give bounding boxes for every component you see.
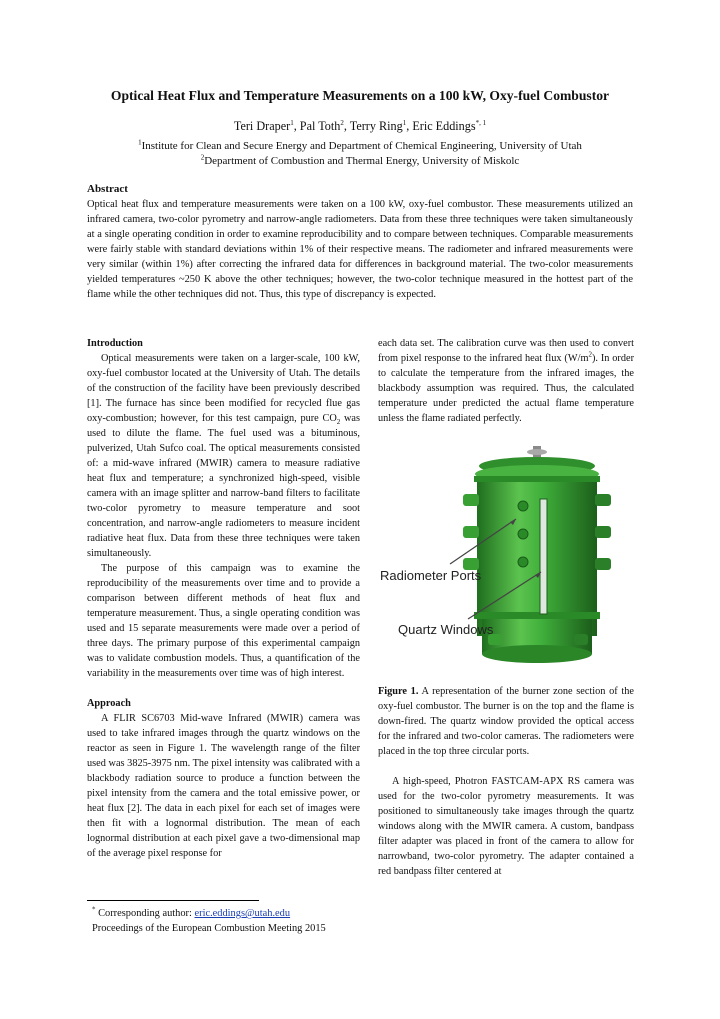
author-affil-mark: 1: [402, 118, 407, 127]
port: [574, 634, 588, 645]
affiliation-text: Institute for Clean and Secure Energy and Department of Chemical Engineering, University of Utah: [141, 140, 582, 152]
author-name: Eric Eddings: [412, 119, 476, 133]
author-separator: ,: [293, 119, 300, 133]
author-affil-mark: 2: [340, 118, 344, 127]
radiometer-port: [518, 557, 528, 567]
text-run: Optical measurements were taken on a larger-scale, 100 kW, oxy-fuel combustor located at the University of Utah. The details of the construction of the facility have been previously described [1]. The furnace has since been modified for recycled flue gas oxy-combustion; however, for this test campaign, pure CO: [87, 353, 360, 424]
author-separator: ,: [343, 119, 350, 133]
footnote-label: Corresponding author:: [95, 908, 195, 919]
caption-text: A representation of the burner zone section of the oxy-fuel combustor. The burner is on the top and the flame is down-fired. The quartz window provided the optical access for the infrared and two-color cameras. The radiometers were placed in the top three circular ports.: [378, 686, 634, 757]
figure-caption: [378, 684, 634, 759]
author-separator: ,: [406, 119, 413, 133]
figure-label-quartz-windows: Quartz Windows: [398, 622, 494, 637]
introduction-paragraph: [87, 351, 360, 561]
text-run: ). In order to calculate the temperature from the infrared images, the blackbody assumption was required. Thus, the calculated temperature under predicted the actual flame temperature unless the flame radiated perfectly.: [378, 353, 634, 424]
right-column-top: [378, 336, 634, 426]
affiliation: [0, 140, 720, 152]
section-heading-introduction: Introduction: [87, 338, 143, 349]
quartz-window: [540, 499, 547, 614]
port: [595, 526, 611, 538]
affiliation: [0, 155, 720, 167]
flange-ring: [474, 612, 600, 619]
author-list: [0, 119, 720, 134]
combustor-illustration: [378, 444, 634, 674]
text-run: was used to dilute the flame. The fuel used was a bituminous, pulverized, Utah Sufco coal. The optical measurements consisted of: a mid-wave infrared (MWIR) camera to measure radiative heat flux and temperature; a synchronized high-speed, visible camera with an image splitter and narrow-band filters to facilitate two-color pyrometry to measure temperature and soot concentration, and narrow-angle radiometers to measure incident radiative heat flux. Data from these three techniques were taken simultaneously.: [87, 413, 360, 559]
radiometer-port: [518, 501, 528, 511]
abstract-body: Optical heat flux and temperature measurements were taken on a 100 kW, oxy-fuel combustor. These measurements utilized an infrared camera, two-color pyrometry and narrow-angle radiometers. Data from these three techniques were taken simultaneously at a single operating condition in order to examine reproducibility and to compare between techniques. Comparable measurements were fairly stable with standard deviations within 1% of their respective means. The radiometer and infrared measurements were very similar (within 1%) after correcting the infrared data for differences in background material. The two-color measurements yielded temperatures ~250 K above the other techniques; however, the two-color technique measured in the hottest part of the flame while the other techniques did not. Thus, this type of discrepancy is expected.: [87, 199, 633, 300]
subscript: 2: [336, 418, 341, 427]
superscript: 2: [588, 350, 592, 359]
author-name: Teri Draper: [233, 119, 291, 133]
figure-1: [378, 444, 634, 674]
bottom-rim: [482, 645, 592, 663]
paper-title: Optical Heat Flux and Temperature Measurements on a 100 kW, Oxy-fuel Combustor: [110, 88, 610, 103]
right-column-bottom: [378, 684, 634, 879]
body-paragraph: [378, 336, 634, 426]
corresponding-author: [92, 906, 326, 921]
section-gap: [378, 759, 634, 774]
approach-paragraph: A FLIR SC6703 Mid-wave Infrared (MWIR) camera was used to take infrared images through the quartz windows on the reactor as seen in Figure 1. The wavelength range of the filter used was 3825-3975 nm. The pixel intensity was calibrated with a blackbody radiation source to produce a function between the pixel intensity from the camera and the total emissive power, or heat flux [2]. The data in each pixel for each set of images were then fit with a lognormal distribution. The mean of each lognormal distribution at each pixel gave a two-dimensional map of the average pixel response for: [87, 713, 360, 859]
flange-ring: [474, 476, 600, 482]
author-name: Pal Toth: [299, 119, 341, 133]
footnote: [92, 906, 326, 936]
affiliation-text: Department of Combustion and Thermal Energy, University of Miskolc: [204, 155, 520, 167]
introduction-paragraph: The purpose of this campaign was to examine the reproducibility of the measurements over time and to provide a comparison between different methods of heat flux and temperature measurement. Thus, a single operating condition was used and 15 separate measurements were made over a period of three days. The primary purpose of this experimental campaign was to validate combustion models. Thus, a quantification of the variability in the measurements over time was of high interest.: [87, 563, 360, 679]
body-paragraph: A high-speed, Photron FASTCAM-APX RS camera was used for the two-color pyrometry measurements. It was positioned to simultaneously take images through the quartz windows along with the MWIR camera. A custom, bandpass filter adapter was placed in front of the camera to allow for narrowband, two-color pyrometry. The adapter contained a red bandpass filter centered at: [378, 776, 634, 877]
footnote-mark: *: [92, 905, 96, 914]
footnote-rule: [87, 900, 259, 901]
abstract-heading: Abstract: [87, 183, 128, 195]
left-column: [87, 336, 360, 861]
affiliation-mark: 1: [138, 138, 142, 147]
port: [463, 494, 479, 506]
caption-label: Figure 1.: [378, 686, 419, 697]
port: [463, 526, 479, 538]
proceedings-line: Proceedings of the European Combustion Meeting 2015: [92, 923, 326, 934]
burner-cap: [527, 449, 547, 455]
section-heading-approach: Approach: [87, 698, 131, 709]
author-name: Terry Ring: [349, 119, 403, 133]
author-affil-mark: *, 1: [475, 118, 487, 127]
author-affil-mark: 1: [290, 118, 294, 127]
section-gap: [87, 681, 360, 696]
figure-label-radiometer-ports: Radiometer Ports: [380, 568, 482, 583]
port: [595, 494, 611, 506]
port: [595, 558, 611, 570]
author-email-link[interactable]: eric.eddings@utah.edu: [194, 908, 291, 919]
affiliation-mark: 2: [200, 153, 205, 162]
radiometer-port: [518, 529, 528, 539]
text-run: each data set. The calibration curve was then used to convert from pixel response to the infrared heat flux (W/m: [378, 338, 634, 364]
